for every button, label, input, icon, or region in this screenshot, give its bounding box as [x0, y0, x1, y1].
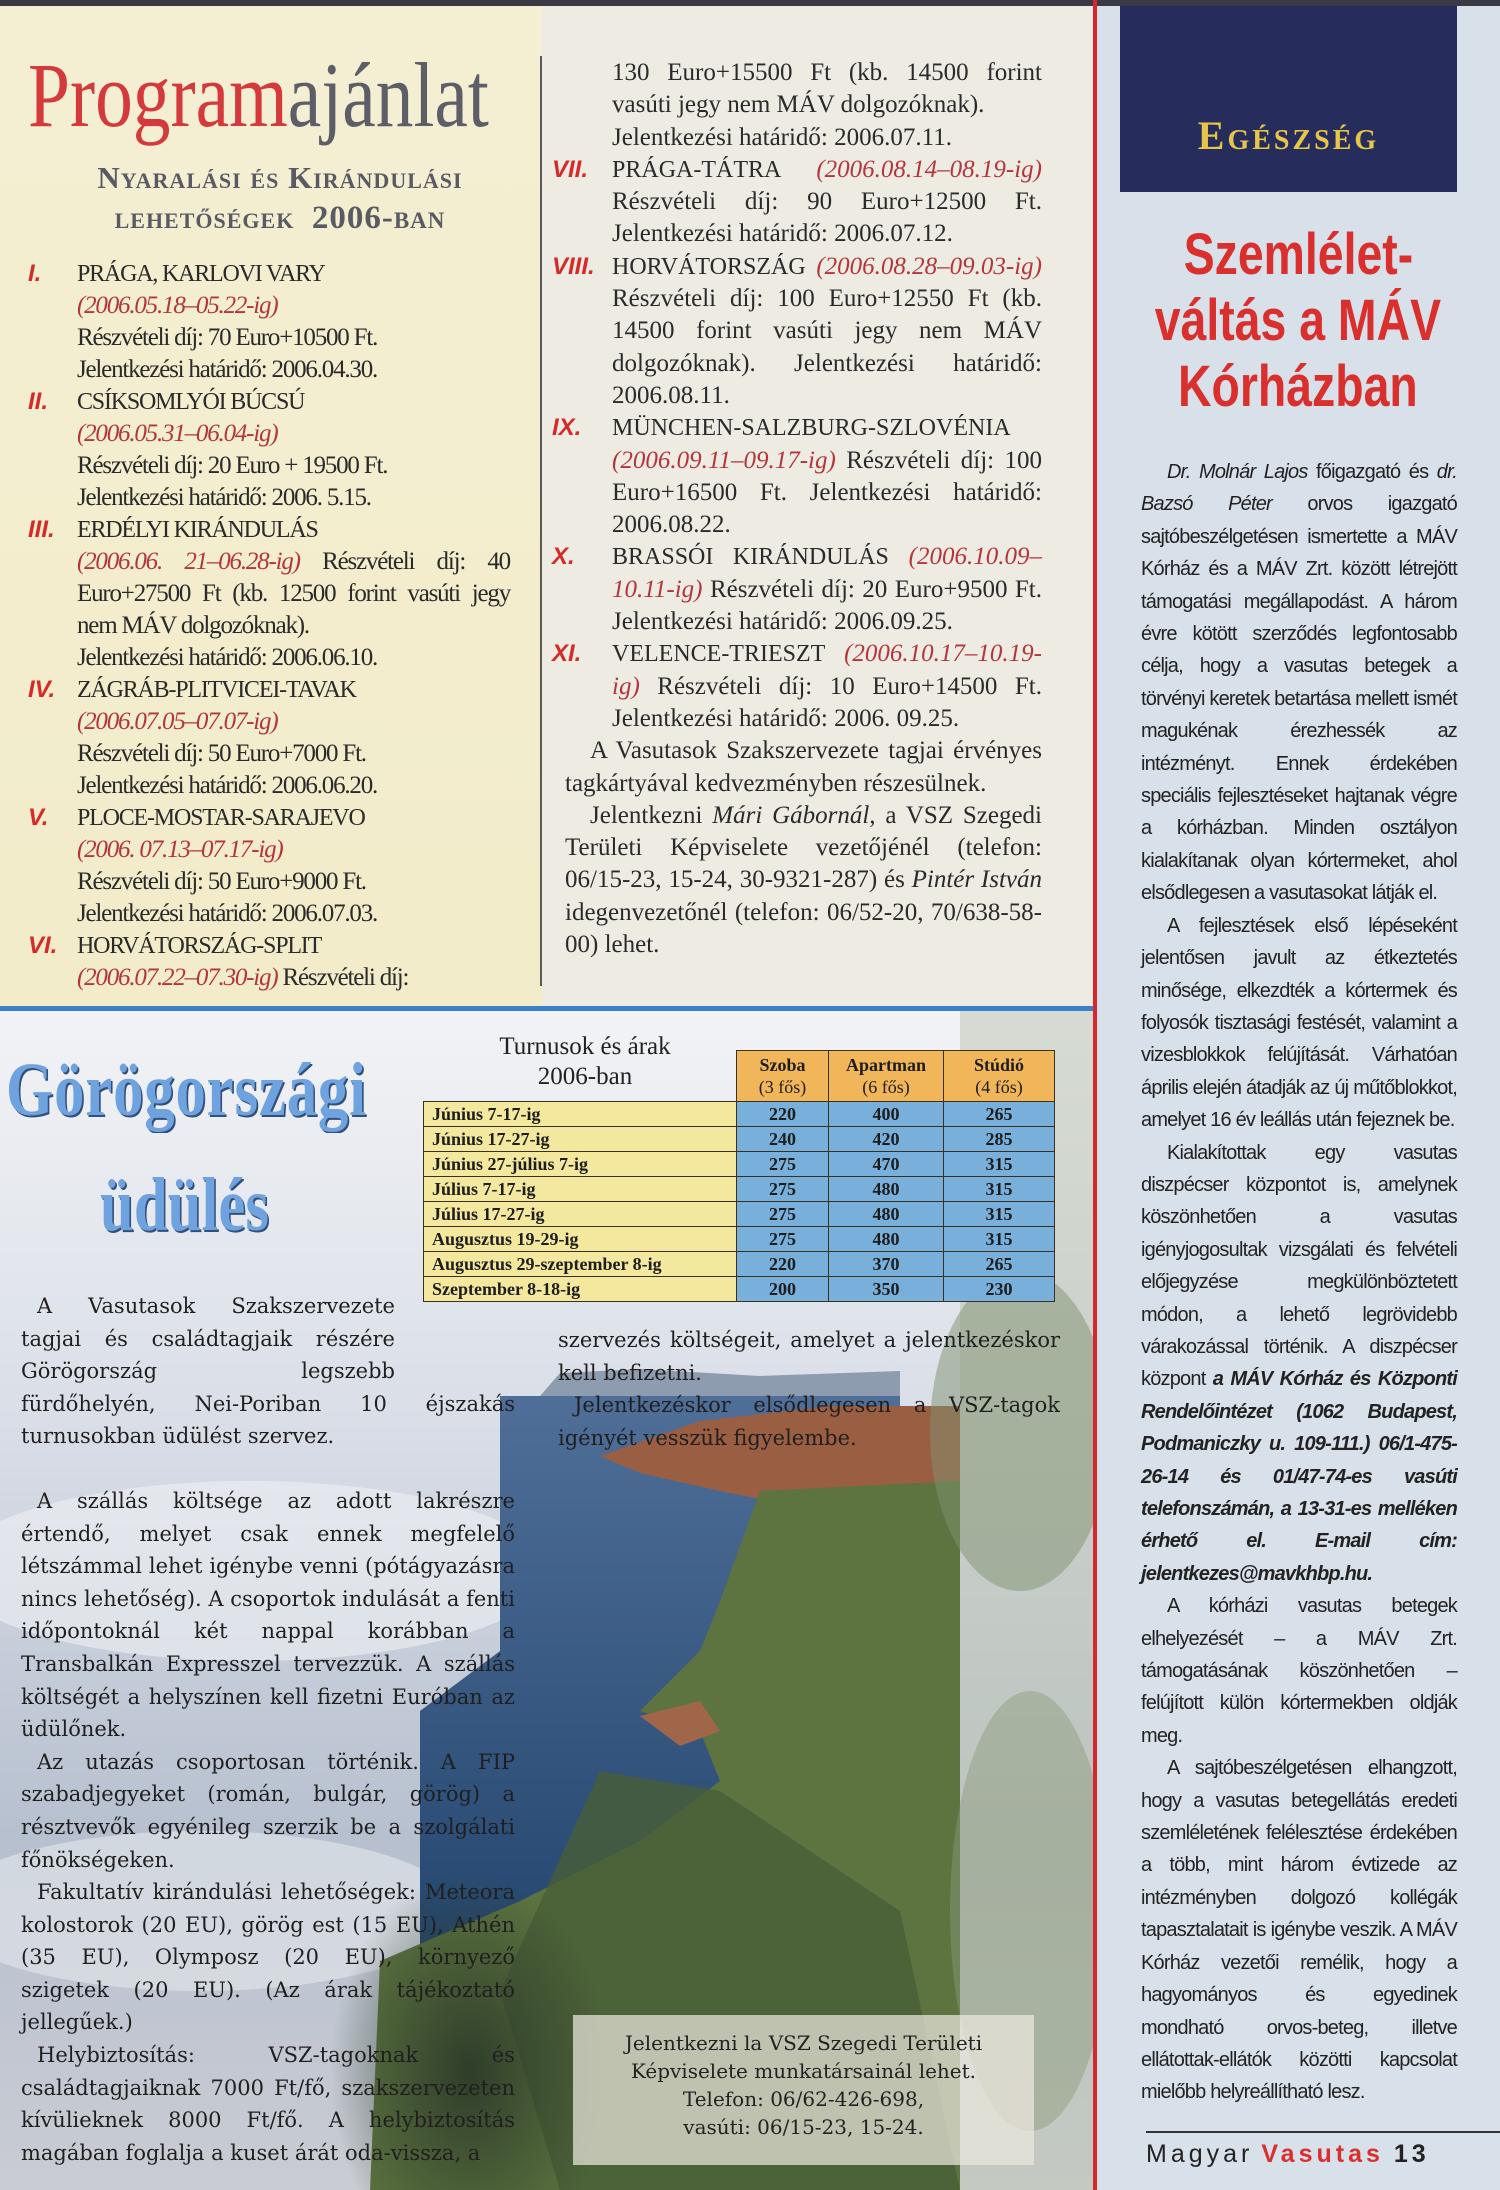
item-fee: Részvételi díj: 70 Euro+10500 Ft.	[77, 324, 378, 351]
paragraph: A Vasutasok Szakszervezete tagjai és családtagjaik részére Görögország legszebb fürdőhelyén, Nei-Poriban 10 éjszakás turnusokban üdülést szervez.	[21, 1294, 515, 1449]
price-cell: 275	[737, 1202, 829, 1227]
item-fee-continued: 130 Euro+15500 Ft (kb. 14500 forint vasúti jegy nem MÁV dolgozóknak).	[612, 59, 1042, 119]
contact-name: Pintér István	[911, 866, 1042, 894]
column-header	[829, 1051, 944, 1102]
program-list-left	[28, 258, 510, 994]
column-rule-red	[1093, 0, 1097, 2190]
article-body	[1141, 456, 1457, 2109]
item-date: (2006.05.18–05.22-ig)	[77, 292, 278, 319]
column-name: Apartman	[846, 1055, 926, 1075]
item-fee: Részvételi díj: 20 Euro+9500 Ft.	[709, 575, 1042, 603]
section-divider	[0, 1006, 1093, 1011]
title-line: Szemlélet-	[1183, 222, 1413, 287]
item-date: (2006.08.28–09.03-ig)	[816, 252, 1042, 280]
price-cell: 230	[944, 1277, 1055, 1302]
greece-heading-line2: üdülés	[100, 1163, 269, 1247]
price-cell: 370	[829, 1252, 944, 1277]
page-number: 13	[1393, 2140, 1430, 2168]
table-row	[424, 1277, 1055, 1302]
table-overlap-spacer	[395, 1290, 515, 1356]
text: Kialakítottak egy vasutas diszpécser központot is, amelynek köszönhetően a vasutas igényjogosultak vizsgálati és felvételi előjegyzése megkülönböztetett módon, a lehető legrövidebb várakozással történik. A diszpécser központ	[1141, 1141, 1457, 1391]
apply-text: Jelentkezni	[590, 801, 713, 829]
footer-rule	[1146, 2131, 1500, 2133]
program-item	[552, 251, 1042, 412]
item-title: PRÁGA, KARLOVI VARY	[77, 261, 325, 287]
program-item	[28, 258, 510, 386]
price-cell: 420	[829, 1127, 944, 1152]
item-title: VELENCE-TRIESZT	[612, 641, 826, 668]
apply-text: a VSZ Szegedi Területi Képviselete vezetőjénél (telefon: 06/15-23, 15-24, 30-9321-287) és	[565, 801, 1043, 894]
price-cell: 400	[829, 1102, 944, 1127]
item-title: CSÍKSOMLYÓI BÚCSÚ	[77, 389, 305, 415]
contact-details: a MÁV Kórház és Központi Rendelőintézet (1062 Budapest, Podmaniczky u. 109-111.) 06/1-475-26-14 és 01/47-74-es vasúti telefonszámán, a 13-31-es melléken érhető el. E-mail cím: jelentkezes@mavkhbp.hu.	[1141, 1368, 1457, 1585]
item-fee: Részvételi díj: 40 Euro+27500 Ft (kb. 12500 forint vasúti jegy nem MÁV dolgozóknak).	[77, 548, 510, 639]
column-header	[737, 1051, 829, 1102]
paragraph	[1141, 1137, 1457, 1591]
item-number: II.	[28, 388, 49, 415]
program-item	[28, 674, 510, 802]
greece-heading-line1: Görögországi	[6, 1048, 367, 1132]
item-fee: Részvételi díj: 100 Euro+12550 Ft (kb. 14500 forint vasúti jegy nem MÁV dolgozóknak).	[612, 285, 1042, 377]
price-cell: 240	[737, 1127, 829, 1152]
item-deadline: Jelentkezési határidő: 2006.09.25.	[612, 608, 953, 636]
item-fee: Részvételi díj: 20 Euro + 19500 Ft.	[77, 452, 388, 479]
item-fee: Részvételi díj: 50 Euro+9000 Ft.	[77, 868, 366, 895]
item-number: X.	[552, 543, 575, 571]
price-cell: 315	[944, 1227, 1055, 1252]
page-footer	[1146, 2140, 1430, 2169]
program-item	[552, 412, 1042, 541]
row-period: Július 7-17-ig	[424, 1177, 737, 1202]
item-title: HORVÁTORSZÁG	[612, 253, 806, 280]
greece-article-continued	[558, 1324, 1060, 1454]
item-title: ZÁGRÁB-PLITVICEI-TAVAK	[77, 677, 356, 703]
item-date: (2006.09.11–09.17-ig)	[612, 446, 836, 474]
contact-caption-box	[573, 2015, 1034, 2165]
item-title: PRÁGA-TÁTRA	[612, 156, 782, 183]
price-cell: 220	[737, 1252, 829, 1277]
item-number: VII.	[552, 155, 589, 183]
caption-line: Képviselete munkatársainál lehet.	[630, 2059, 977, 2083]
item-fee: Részvételi díj: 90 Euro+12500 Ft.	[612, 188, 1042, 216]
greece-article-left	[21, 1290, 515, 2169]
price-cell: 350	[829, 1277, 944, 1302]
subtitle-year: 2006-ban	[311, 200, 446, 236]
item-number: III.	[28, 516, 55, 543]
item-number: I.	[28, 260, 42, 287]
item-date: (2006. 07.13–07.17-ig)	[77, 836, 283, 863]
price-cell: 275	[737, 1177, 829, 1202]
title-red-part: Program	[28, 44, 288, 146]
table-title-line: 2006-ban	[537, 1063, 633, 1090]
item-deadline: Jelentkezési határidő: 2006.07.11.	[612, 123, 952, 151]
item-date: (2006.08.14–08.19-ig)	[816, 155, 1042, 183]
item-deadline: Jelentkezési határidő: 2006.07.12.	[612, 220, 953, 248]
apply-text: idegenvezetőnél (telefon: 06/52-20, 70/638-58-00) lehet.	[565, 898, 1042, 959]
row-period: Szeptember 8-18-ig	[424, 1277, 737, 1302]
section-label-box	[1120, 6, 1457, 192]
item-date: (2006.10.09–10.11-ig)	[612, 543, 1042, 603]
person-name: Dr. Molnár Lajos	[1167, 461, 1308, 483]
item-fee: Részvételi díj: 100 Euro+16500 Ft.	[612, 446, 1042, 506]
magazine-name-accent: Vasutas	[1261, 2140, 1384, 2168]
price-cell: 265	[944, 1252, 1055, 1277]
title-line: Kórházban	[1178, 354, 1418, 419]
header-blank	[424, 1051, 737, 1102]
table-row	[424, 1127, 1055, 1152]
item-date: (2006.05.31–06.04-ig)	[77, 420, 278, 447]
price-cell: 315	[944, 1177, 1055, 1202]
paragraph: szervezés költségeit, amelyet a jelentkezéskor kell befizetni.	[558, 1328, 1060, 1385]
row-period: Augusztus 19-29-ig	[424, 1227, 737, 1252]
row-period: Július 17-27-ig	[424, 1202, 737, 1227]
apply-note	[565, 800, 1042, 961]
article-title	[1103, 222, 1493, 420]
item-deadline: Jelentkezési határidő: 2006.06.10.	[77, 644, 378, 671]
price-table	[423, 1050, 1055, 1302]
table-row	[424, 1152, 1055, 1177]
item-fee: Részvételi díj: 10 Euro+14500 Ft.	[657, 672, 1043, 700]
price-cell: 315	[944, 1152, 1055, 1177]
program-list-middle	[552, 57, 1042, 961]
paragraph: Jelentkezéskor elsődlegesen a VSZ-tagok igényét vesszük figyelembe.	[558, 1393, 1060, 1450]
price-cell: 285	[944, 1127, 1055, 1152]
row-period: Június 17-27-ig	[424, 1127, 737, 1152]
item-deadline: Jelentkezési határidő: 2006.08.22.	[612, 478, 1042, 539]
subtitle-line: Nyaralási és Kirándulási	[97, 160, 463, 195]
paragraph: Az utazás csoportosan történik. A FIP szabadjegyeket (román, bulgár, görög) a résztvevők egyénileg szerzik be a szolgálati főnökségeken.	[21, 1749, 515, 1872]
item-number: VI.	[28, 932, 58, 959]
text: orvos igazgató sajtóbeszélgetésen ismertette a MÁV Kórház és a MÁV Zrt. között létrejött támogatási megállapodást. A három évre kötött szerződés legfontosabb célja, hogy a vasutas betegek a törvényi keretek betartása mellett ismét magukénak érezhessék az intézményt. Ennek érdekében speciális fejlesztéseket hajtanak végre a kórházban. Minden osztályon kialakítanak olyan kórtermeket, ahol elsődlegesen a vasutasokat látják el.	[1141, 493, 1457, 905]
item-number: IV.	[28, 676, 56, 703]
person-name: dr. Bazsó Péter	[1141, 461, 1457, 516]
paragraph: Fakultatív kirándulási lehetőségek: Meteora kolostorok (20 EU), görög est (15 EU), Athén (35 EU), Olymposz (20 EU), környező szigetek (20 EU). (Az árak tájékoztató jellegűek.)	[21, 1880, 515, 2035]
item-title: ERDÉLYI KIRÁNDULÁS	[77, 517, 318, 543]
price-cell: 275	[737, 1227, 829, 1252]
paragraph: A szállás költsége az adott lakrészre értendő, melyet csak ennek megfelelő létszámmal lehet igénybe venni (pótágyazásra nincs lehetőség). A csoportok indulását a fenti időpontoknál két nappal korábban a Transbalkán Expresszel tervezzük. A szállás költségét a helyszínen kell fizetni Euróban az üdülőnek.	[21, 1488, 515, 1742]
row-period: Június 27-július 7-ig	[424, 1152, 737, 1177]
table-row	[424, 1252, 1055, 1277]
column-sub: (4 fős)	[975, 1077, 1023, 1097]
item-deadline: Jelentkezési határidő: 2006.07.03.	[77, 900, 378, 927]
table-header-row	[424, 1051, 1055, 1102]
paragraph: A kórházi vasutas betegek elhelyezését – a MÁV Zrt. támogatásának köszönhetően – felújított külön kórtermekben oldják meg.	[1141, 1595, 1457, 1747]
item-deadline: Jelentkezési határidő: 2006. 09.25.	[612, 704, 960, 732]
caption-line: Telefon: 06/62-426-698,	[682, 2087, 925, 2111]
item-number: VIII.	[552, 252, 595, 280]
text: főigazgató és	[1307, 461, 1437, 483]
program-item	[28, 930, 510, 994]
title-line: váltás a MÁV	[1154, 288, 1442, 353]
item-title: PLOCE-MOSTAR-SARAJEVO	[77, 805, 365, 831]
section-label: Egészség	[1197, 113, 1380, 158]
item-number: V.	[28, 804, 49, 831]
price-cell: 265	[944, 1102, 1055, 1127]
price-cell: 480	[829, 1177, 944, 1202]
title-gray-part: ajánlat	[287, 44, 489, 146]
price-cell: 275	[737, 1152, 829, 1177]
price-cell: 470	[829, 1152, 944, 1177]
magazine-name: Magyar	[1146, 2140, 1254, 2168]
item-date: (2006.07.22–07.30-ig)	[77, 964, 278, 991]
price-cell: 480	[829, 1227, 944, 1252]
item-deadline: Jelentkezési határidő: 2006.08.11.	[612, 349, 1042, 409]
row-period: Augusztus 29-szeptember 8-ig	[424, 1252, 737, 1277]
page-subtitle	[40, 158, 520, 238]
item-fee: Részvételi díj: 50 Euro+7000 Ft.	[77, 740, 366, 767]
paragraph	[1141, 456, 1457, 910]
price-cell: 480	[829, 1202, 944, 1227]
column-divider	[540, 56, 542, 986]
caption-line: Jelentkezni la VSZ Szegedi Területi	[624, 2031, 983, 2055]
column-sub: (3 fős)	[758, 1077, 807, 1097]
price-cell: 315	[944, 1202, 1055, 1227]
price-cell: 200	[737, 1277, 829, 1302]
item-deadline: Jelentkezési határidő: 2006.04.30.	[77, 356, 378, 383]
program-item	[552, 638, 1042, 735]
column-name: Stúdió	[973, 1055, 1025, 1075]
paragraph: Helybiztosítás: VSZ-tagoknak és családtagjaiknak 7000 Ft/fő, szakszervezeten kívülieknek 8000 Ft/fő. A helybiztosítás magában foglalja a kuset árát oda-vissza, a	[21, 2043, 515, 2165]
table-row	[424, 1227, 1055, 1252]
table-row	[424, 1102, 1055, 1127]
program-item-continued	[552, 57, 1042, 154]
table-row	[424, 1202, 1055, 1227]
subtitle-line	[40, 198, 520, 238]
item-number: XI.	[552, 640, 582, 668]
column-header	[944, 1051, 1055, 1102]
item-date: (2006.07.05–07.07-ig)	[77, 708, 278, 735]
table-title-line: Turnusok és árak	[499, 1033, 671, 1060]
item-title: MÜNCHEN-SALZBURG-SZLOVÉNIA	[612, 415, 1011, 442]
item-deadline: Jelentkezési határidő: 2006.06.20.	[77, 772, 378, 799]
paragraph: A fejlesztések első lépéseként jelentősen javult az étkeztetés minősége, elkezdték a kórtermek és folyosók tisztasági festését, valamint a vizesblokkok felújítását. Várhatóan április elején átadják az új műtőblokkot, amelyet 16 év leállás után fejeznek be.	[1141, 914, 1457, 1132]
subtitle-text: lehetőségek	[114, 200, 295, 235]
column-name: Szoba	[759, 1055, 806, 1075]
program-item	[28, 514, 510, 674]
page-title	[28, 40, 489, 150]
table-row	[424, 1177, 1055, 1202]
discount-note: A Vasutasok Szakszervezete tagjai érvényes tagkártyával kedvezményben részesülnek.	[565, 737, 1042, 797]
program-item	[552, 541, 1042, 638]
item-fee: Részvételi díj:	[282, 964, 409, 991]
item-number: IX.	[552, 414, 582, 442]
price-cell: 220	[737, 1102, 829, 1127]
item-deadline: Jelentkezési határidő: 2006. 5.15.	[77, 484, 371, 511]
contact-name: Mári Gábornál,	[712, 801, 876, 829]
row-period: Június 7-17-ig	[424, 1102, 737, 1127]
item-date: (2006.06. 21–06.28-ig)	[77, 548, 300, 575]
paragraph: A sajtóbeszélgetésen elhangzott, hogy a vasutas betegellátás eredeti szemléletének felélesztése érdekében a több, mint három évtizede az intézményben dolgozó kollégák tapasztalatait is igénybe veszik. A MÁV Kórház vezetői remélik, hogy a hagyományos és egyedinek mondható orvos-beteg, illetve ellátottak-ellátók közötti kapcsolat mielőbb helyreállítható lesz.	[1141, 1757, 1457, 2104]
program-item	[552, 154, 1042, 251]
item-title: HORVÁTORSZÁG-SPLIT	[77, 933, 322, 959]
item-title: BRASSÓI KIRÁNDULÁS	[612, 544, 889, 571]
item-date: (2006.10.17–10.19-ig)	[612, 640, 1042, 700]
caption-line: vasúti: 06/15-23, 15-24.	[683, 2115, 924, 2139]
program-item	[28, 802, 510, 930]
program-item	[28, 386, 510, 514]
column-sub: (6 fős)	[862, 1077, 910, 1097]
